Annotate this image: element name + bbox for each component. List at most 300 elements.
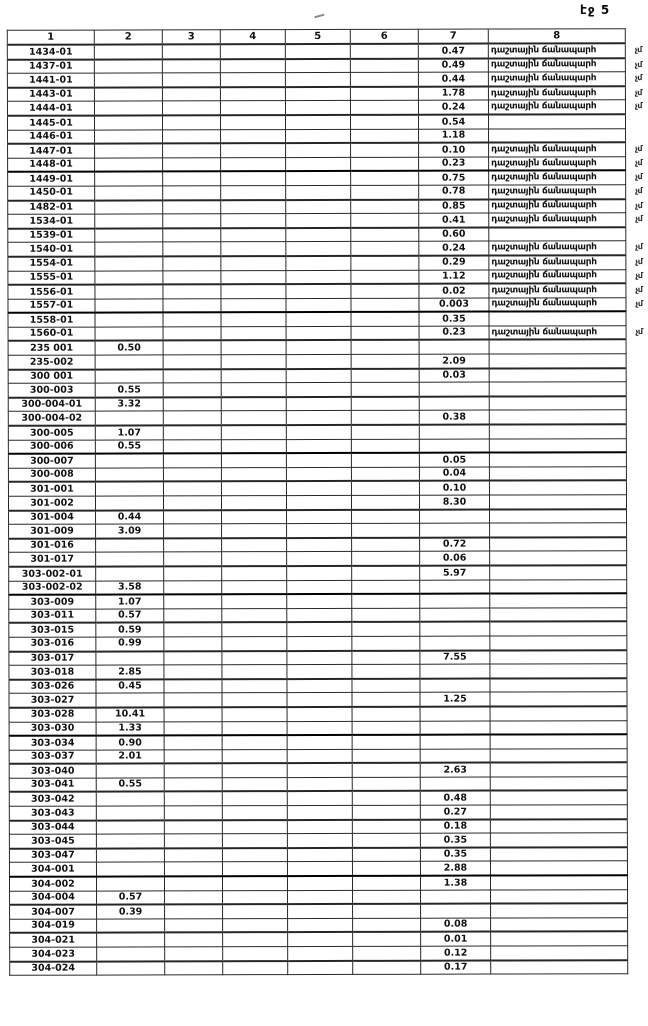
margin-note: չմ [635, 298, 643, 308]
value-cell-col3 [163, 200, 221, 214]
value-cell-col7 [420, 678, 490, 692]
value-cell-col6 [352, 509, 420, 523]
value-cell-col5 [287, 735, 352, 749]
value-cell-col4 [221, 214, 286, 228]
value-cell-col3 [163, 453, 221, 467]
value-cell-col6 [351, 481, 419, 495]
value-cell-col8 [490, 636, 627, 650]
value-cell-col2 [94, 101, 162, 115]
value-cell-col8: դաշտային ճանապարհ չմ [489, 326, 626, 340]
value-cell-col4 [220, 44, 285, 59]
value-cell-col4 [221, 270, 286, 284]
margin-note: չմ [634, 101, 642, 111]
value-cell-col6 [352, 819, 420, 833]
value-cell-col5 [287, 594, 352, 608]
value-cell-col4 [222, 693, 287, 707]
value-cell-col8: դաշտային ճանապարհ չմ [488, 58, 625, 72]
parcel-id-cell: 304-023 [10, 947, 97, 961]
value-cell-col8 [490, 579, 627, 593]
value-cell-col3 [162, 44, 220, 59]
parcel-id-cell: 1539-01 [8, 228, 95, 242]
value-cell-col7: 2.09 [419, 354, 489, 368]
parcel-id-cell: 301-002 [8, 496, 95, 510]
parcel-id-cell: 304-001 [9, 863, 96, 877]
table-row [7, 43, 625, 59]
value-cell-col4 [222, 707, 287, 721]
value-cell-col6 [351, 368, 419, 382]
value-cell-col7 [420, 636, 490, 650]
value-cell-col7: 0.35 [419, 312, 489, 326]
value-cell-col7 [420, 608, 490, 622]
value-cell-col2 [95, 284, 163, 298]
column-header-2: 2 [94, 30, 162, 45]
value-cell-col5 [286, 143, 351, 157]
value-cell-col3 [164, 693, 222, 707]
value-cell-col2: 0.99 [96, 637, 164, 651]
value-cell-col2 [95, 299, 163, 313]
value-cell-col6 [352, 664, 420, 678]
value-cell-col2: 0.55 [95, 383, 163, 397]
value-cell-col2 [95, 200, 163, 214]
value-cell-col8: դաշտային ճանապարհ չմ [488, 43, 625, 58]
parcel-id-cell: 304-004 [10, 891, 97, 905]
parcel-id-cell: 300-004-02 [8, 412, 95, 426]
value-cell-col7: 0.23 [419, 157, 489, 171]
value-cell-col4 [222, 721, 287, 735]
value-cell-col4 [221, 242, 286, 256]
parcel-id-cell: 303-045 [9, 834, 96, 848]
value-cell-col2: 10.41 [96, 707, 164, 721]
value-cell-col8: դաշտային ճանապարհ չմ [489, 171, 626, 185]
value-cell-col8 [490, 861, 627, 875]
value-cell-col7: 2.88 [420, 861, 490, 875]
value-cell-col2 [96, 566, 164, 580]
margin-note: չմ [634, 87, 642, 97]
value-cell-col6 [352, 678, 420, 692]
value-cell-col6 [352, 735, 420, 749]
value-cell-col2 [95, 158, 163, 172]
margin-note: չմ [635, 285, 643, 295]
value-cell-col4 [222, 777, 287, 791]
parcel-id-cell: 1555-01 [8, 271, 95, 285]
value-cell-col5 [287, 608, 352, 622]
column-header-8: 8 [488, 29, 625, 44]
value-cell-col8 [490, 819, 627, 833]
value-cell-col3 [163, 186, 221, 200]
value-cell-col8: դաշտային ճանապարհ չմ [488, 100, 625, 114]
value-cell-col4 [222, 622, 287, 636]
value-cell-col5 [286, 270, 351, 284]
value-cell-col3 [164, 538, 222, 552]
value-cell-col8 [488, 114, 625, 128]
value-cell-col3 [163, 242, 221, 256]
value-cell-col6 [351, 256, 419, 270]
parcel-id-cell: 1540-01 [8, 242, 95, 256]
value-cell-col7: 0.75 [419, 171, 489, 185]
value-cell-col8 [490, 607, 627, 621]
value-cell-col7: 0.48 [420, 791, 490, 805]
margin-note: չմ [635, 214, 643, 224]
value-cell-col2 [95, 468, 163, 482]
value-cell-col3 [163, 411, 221, 425]
value-cell-col3 [163, 355, 221, 369]
value-cell-col4 [221, 143, 286, 157]
value-cell-col5 [285, 115, 350, 129]
value-cell-col6 [351, 411, 419, 425]
margin-note: չմ [635, 172, 643, 182]
value-cell-col6 [351, 157, 419, 171]
value-cell-col2 [96, 820, 164, 834]
value-cell-col6 [352, 594, 420, 608]
value-cell-col7: 8.30 [419, 495, 489, 509]
value-cell-col6 [351, 425, 419, 439]
value-cell-col7: 0.85 [419, 199, 489, 213]
value-cell-col5 [287, 777, 352, 791]
value-cell-col2 [96, 848, 164, 862]
value-cell-col7 [420, 664, 490, 678]
value-cell-col7: 0.29 [419, 255, 489, 269]
value-cell-col4 [220, 87, 285, 101]
parcel-id-cell: 303-002-01 [9, 567, 96, 581]
margin-note: չմ [635, 200, 643, 210]
value-cell-col7 [420, 706, 490, 720]
value-cell-col6 [351, 382, 419, 396]
value-cell-col4 [221, 467, 286, 481]
value-cell-col5 [287, 650, 352, 664]
value-cell-col3 [163, 129, 221, 143]
value-cell-col8 [489, 311, 626, 325]
value-cell-col8 [489, 128, 626, 142]
value-cell-col3 [164, 623, 222, 637]
value-cell-col2: 0.59 [96, 623, 164, 637]
value-cell-col7: 0.10 [419, 143, 489, 157]
column-header-3: 3 [162, 30, 220, 45]
parcel-id-cell: 304-007 [10, 905, 97, 919]
value-cell-col5 [286, 354, 351, 368]
value-cell-col6 [351, 354, 419, 368]
parcel-id-cell: 303-018 [9, 665, 96, 679]
value-cell-col5 [288, 932, 353, 946]
value-cell-col3 [163, 158, 221, 172]
value-cell-col4 [222, 735, 287, 749]
value-cell-col5 [286, 481, 351, 495]
value-cell-col4 [221, 186, 286, 200]
value-cell-col8 [489, 495, 626, 509]
value-cell-col6 [353, 918, 421, 932]
value-cell-col5 [287, 538, 352, 552]
value-cell-col4 [222, 651, 287, 665]
value-cell-col6 [352, 552, 420, 566]
margin-note: չմ [635, 327, 643, 337]
value-cell-col8: դաշտային ճանապարհ չմ [489, 241, 626, 255]
margin-note: չմ [635, 242, 643, 252]
value-cell-col6 [350, 58, 418, 72]
value-cell-col3 [163, 327, 221, 341]
value-cell-col6 [352, 580, 420, 594]
value-cell-col4 [222, 749, 287, 763]
parcel-id-cell: 1446-01 [8, 130, 95, 144]
parcel-id-cell: 303-043 [9, 806, 96, 820]
value-cell-col3 [164, 566, 222, 580]
value-cell-col4 [222, 834, 287, 848]
value-cell-col7: 0.35 [420, 833, 490, 847]
value-cell-col3 [164, 510, 222, 524]
table-row [10, 960, 628, 976]
value-cell-col2: 3.09 [96, 524, 164, 538]
value-cell-col5 [287, 749, 352, 763]
value-cell-col5 [286, 369, 351, 383]
value-cell-col8 [489, 424, 626, 438]
value-cell-col7: 7.55 [420, 650, 490, 664]
value-cell-col3 [164, 820, 222, 834]
value-cell-col2: 0.55 [95, 440, 163, 454]
parcel-id-cell: 301-017 [9, 552, 96, 566]
value-cell-col7: 0.24 [418, 100, 488, 114]
parcel-id-cell: 235-002 [8, 355, 95, 369]
parcel-id-cell: 1445-01 [7, 116, 94, 130]
value-cell-col8 [490, 734, 627, 748]
value-cell-col5 [287, 820, 352, 834]
margin-note: չմ [635, 257, 643, 267]
value-cell-col7: 2.63 [420, 763, 490, 777]
value-cell-col5 [286, 185, 351, 199]
value-cell-col3 [164, 778, 222, 792]
value-cell-col4 [222, 594, 287, 608]
value-cell-col7 [420, 523, 490, 537]
value-cell-col5 [287, 636, 352, 650]
value-cell-col2 [95, 355, 163, 369]
value-cell-col5 [285, 44, 350, 59]
parcel-id-cell: 303-040 [9, 764, 96, 778]
value-cell-col8 [491, 932, 628, 946]
value-cell-col3 [163, 482, 221, 496]
parcel-id-cell: 300-007 [8, 454, 95, 468]
value-cell-col5 [286, 453, 351, 467]
value-cell-col4 [222, 510, 287, 524]
value-cell-col4 [222, 608, 287, 622]
value-cell-col8: դաշտային ճանապարհ չմ [489, 142, 626, 156]
value-cell-col8 [489, 438, 626, 452]
value-cell-col2: 0.44 [96, 510, 164, 524]
value-cell-col4 [220, 73, 285, 87]
value-cell-col4 [221, 439, 286, 453]
value-cell-col4 [222, 876, 287, 890]
value-cell-col5 [286, 495, 351, 509]
value-cell-col4 [223, 904, 288, 918]
value-cell-col5 [287, 862, 352, 876]
value-cell-col3 [164, 609, 222, 623]
margin-note: չմ [635, 186, 643, 196]
value-cell-col6 [351, 242, 419, 256]
land-parcel-table [7, 28, 643, 976]
value-cell-col8: դաշտային ճանապարհ չմ [488, 86, 625, 100]
parcel-id-cell: 1443-01 [7, 87, 94, 101]
value-cell-col2 [94, 59, 162, 73]
value-cell-col8: դաշտային ճանապարհ չմ [489, 185, 626, 199]
value-cell-col3 [164, 651, 222, 665]
value-cell-col4 [222, 848, 287, 862]
value-cell-col3 [163, 284, 221, 298]
value-cell-col4 [220, 101, 285, 115]
value-cell-col8 [490, 551, 627, 565]
parcel-id-cell: 303-037 [9, 750, 96, 764]
value-cell-col5 [286, 242, 351, 256]
parcel-id-cell: 1556-01 [8, 285, 95, 299]
value-cell-col3 [163, 369, 221, 383]
value-cell-col2: 3.32 [95, 397, 163, 411]
value-cell-col4 [222, 566, 287, 580]
value-cell-col3 [165, 919, 223, 933]
value-cell-col8 [491, 903, 628, 917]
value-cell-col4 [222, 637, 287, 651]
value-cell-col6 [351, 213, 419, 227]
page-number-label: էջ 5 [580, 3, 611, 17]
value-cell-col5 [288, 904, 353, 918]
value-cell-col7 [420, 509, 490, 523]
value-cell-col5 [287, 622, 352, 636]
value-cell-col4 [222, 679, 287, 693]
parcel-id-cell: 1450-01 [8, 186, 95, 200]
value-cell-col8 [490, 593, 627, 607]
value-cell-col4 [223, 918, 288, 932]
value-cell-col5 [286, 411, 351, 425]
value-cell-col6 [350, 87, 418, 101]
value-cell-col3 [163, 439, 221, 453]
value-cell-col7: 0.38 [419, 410, 489, 424]
value-cell-col2 [94, 44, 162, 59]
value-cell-col4 [222, 763, 287, 777]
value-cell-col5 [287, 791, 352, 805]
value-cell-col3 [163, 143, 221, 157]
value-cell-col8 [489, 354, 626, 368]
parcel-id-cell: 303-034 [9, 736, 96, 750]
value-cell-col2 [95, 496, 163, 510]
value-cell-col4 [221, 355, 286, 369]
value-cell-col5 [287, 834, 352, 848]
value-cell-col3 [165, 961, 223, 975]
value-cell-col6 [353, 960, 421, 974]
value-cell-col5 [286, 171, 351, 185]
value-cell-col8: դաշտային ճանապարհ չմ [489, 297, 626, 311]
value-cell-col7: 0.17 [421, 960, 491, 974]
value-cell-col7: 0.35 [420, 847, 490, 861]
value-cell-col7: 0.24 [419, 241, 489, 255]
value-cell-col7 [420, 735, 490, 749]
value-cell-col6 [352, 862, 420, 876]
margin-note: չմ [635, 157, 643, 167]
value-cell-col6 [353, 904, 421, 918]
parcel-id-cell: 300-005 [8, 426, 95, 440]
parcel-id-cell: 303-017 [9, 651, 96, 665]
parcel-id-cell: 304-019 [10, 919, 97, 933]
value-cell-col2: 0.39 [97, 905, 165, 919]
value-cell-col7: 0.12 [421, 946, 491, 960]
value-cell-col8 [490, 791, 627, 805]
margin-note: չմ [634, 59, 642, 69]
value-cell-col4 [222, 862, 287, 876]
value-cell-col7 [420, 721, 490, 735]
margin-note: չմ [634, 144, 643, 154]
value-cell-col8 [491, 918, 628, 932]
parcel-id-cell: 1444-01 [7, 101, 94, 115]
value-cell-col5 [286, 439, 351, 453]
value-cell-col7: 0.01 [421, 932, 491, 946]
parcel-id-cell: 303-044 [9, 820, 96, 834]
value-cell-col7: 0.41 [419, 213, 489, 227]
value-cell-col8: դաշտային ճանապարհ չմ [489, 199, 626, 213]
value-cell-col6 [351, 439, 419, 453]
scan-smudge-mark [314, 11, 325, 18]
value-cell-col7: 1.12 [419, 270, 489, 284]
parcel-id-cell: 1534-01 [8, 214, 95, 228]
value-cell-col4 [221, 383, 286, 397]
parcel-id-cell: 300-004-01 [8, 397, 95, 411]
value-cell-col3 [163, 214, 221, 228]
value-cell-col8 [490, 706, 627, 720]
value-cell-col2 [94, 87, 162, 101]
value-cell-col3 [163, 298, 221, 312]
value-cell-col5 [286, 467, 351, 481]
value-cell-col7 [420, 622, 490, 636]
value-cell-col7 [419, 439, 489, 453]
value-cell-col2 [96, 552, 164, 566]
parcel-id-cell: 300-006 [8, 440, 95, 454]
value-cell-col8 [489, 382, 626, 396]
value-cell-col3 [164, 665, 222, 679]
value-cell-col8: դաշտային ճանապարհ չմ [488, 72, 625, 86]
value-cell-col3 [164, 721, 222, 735]
value-cell-col6 [351, 340, 419, 354]
value-cell-col4 [221, 200, 286, 214]
value-cell-col5 [286, 228, 351, 242]
value-cell-col6 [351, 298, 419, 312]
value-cell-col2 [95, 242, 163, 256]
value-cell-col2 [94, 115, 162, 129]
value-cell-col5 [286, 312, 351, 326]
value-cell-col8 [490, 762, 627, 776]
value-cell-col7: 5.97 [420, 566, 490, 580]
value-cell-col6 [352, 805, 420, 819]
value-cell-col4 [221, 341, 286, 355]
parcel-id-cell: 303-042 [9, 792, 96, 806]
value-cell-col5 [286, 129, 351, 143]
value-cell-col3 [163, 172, 221, 186]
value-cell-col8 [490, 650, 627, 664]
value-cell-col7: 0.10 [419, 481, 489, 495]
value-cell-col2: 1.33 [96, 721, 164, 735]
value-cell-col2 [97, 933, 165, 947]
value-cell-col2 [95, 411, 163, 425]
value-cell-col6 [351, 270, 419, 284]
value-cell-col5 [286, 157, 351, 171]
value-cell-col7: 1.38 [420, 876, 490, 890]
value-cell-col5 [286, 326, 351, 340]
value-cell-col6 [352, 622, 420, 636]
value-cell-col4 [223, 890, 288, 904]
value-cell-col6 [351, 397, 419, 411]
value-cell-col7 [421, 890, 491, 904]
value-cell-col7: 0.08 [421, 918, 491, 932]
value-cell-col6 [351, 185, 419, 199]
value-cell-col8: դաշտային ճանապարհ չմ [489, 213, 626, 227]
value-cell-col5 [286, 284, 351, 298]
value-cell-col7 [421, 904, 491, 918]
value-cell-col6 [351, 312, 419, 326]
value-cell-col8 [489, 410, 626, 424]
value-cell-col7 [419, 340, 489, 354]
value-cell-col6 [351, 129, 419, 143]
parcel-id-cell: 300-008 [8, 468, 95, 482]
